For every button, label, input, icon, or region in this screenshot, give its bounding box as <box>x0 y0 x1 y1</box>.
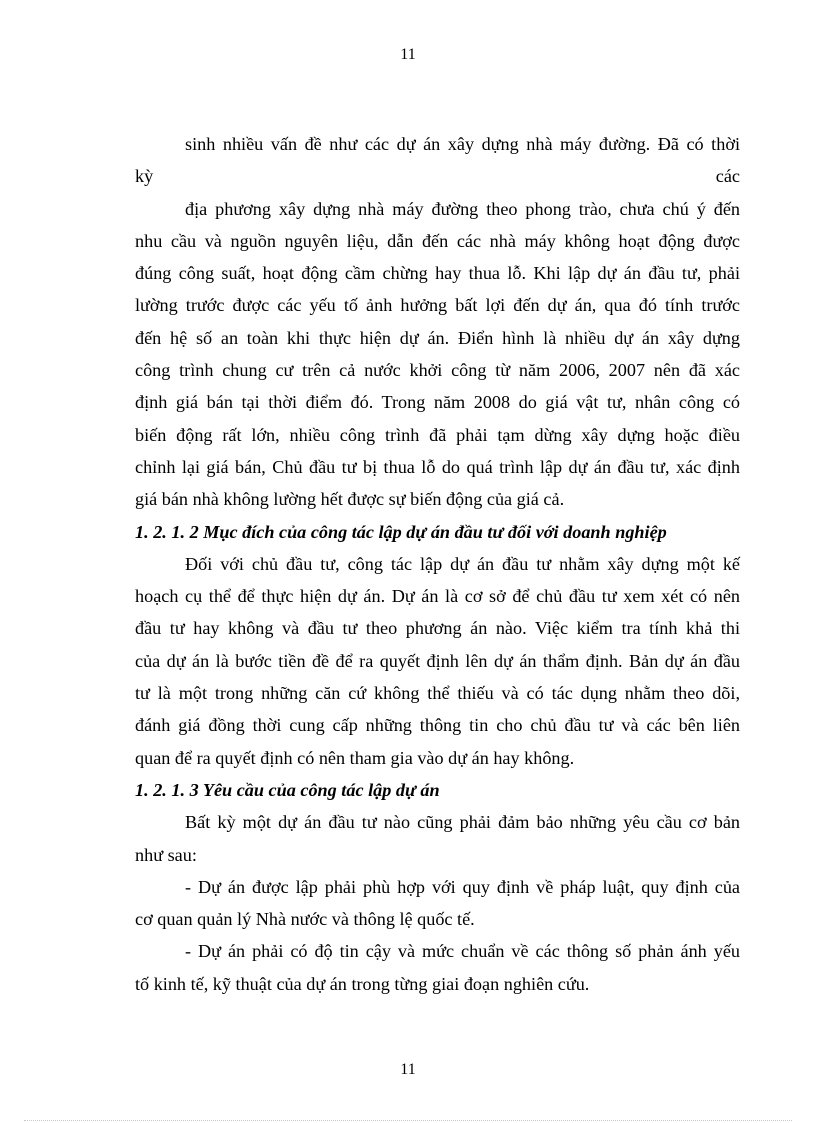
paragraph-line: hoạch cụ thể để thực hiện dự án. Dự án là cơ sở để chủ đầu tư xem xét có nên <box>135 586 740 607</box>
paragraph-line: quan để ra quyết định có nên tham gia vào dự án hay không. <box>135 747 575 768</box>
paragraph-line: chỉnh lại giá bán, Chủ đầu tư bị thua lỗ do quá trình lập dự án đầu tư, xác định <box>135 456 740 477</box>
document-body <box>135 128 740 1000</box>
paragraph-line: đầu tư hay không và đầu tư theo phương án nào. Việc kiểm tra tính khả thi <box>135 618 740 639</box>
paragraph-line: công trình chung cư trên cả nước khởi công từ năm 2006, 2007 nên đã xác <box>135 360 740 381</box>
paragraph-line: biến động rất lớn, nhiều công trình đã phải tạm dừng xây dựng hoặc điều <box>135 424 740 445</box>
line-end-word: các <box>715 166 740 187</box>
paragraph-line: cơ quan quản lý Nhà nước và thông lệ quốc tế. <box>135 909 475 930</box>
paragraph-line: đánh giá đồng thời cung cấp những thông tin cho chủ đầu tư và các bên liên <box>135 715 740 736</box>
paragraph-line: sinh nhiều vấn đề như các dự án xây dựng nhà máy đường. Đã có thời <box>185 134 740 154</box>
paragraph-line: nhu cầu và nguồn nguyên liệu, dẫn đến các nhà máy không hoạt động được <box>135 230 740 251</box>
page-number-bottom: 11 <box>400 1061 416 1078</box>
paragraph-line: giá bán nhà không lường hết được sự biến động của giá cả. <box>135 489 565 510</box>
page-number-top: 11 <box>400 46 416 63</box>
paragraph-line: như sau: <box>135 844 197 865</box>
paragraph-line: tố kinh tế, kỹ thuật của dự án trong từng giai đoạn nghiên cứu. <box>135 973 590 994</box>
paragraph-line: - Dự án được lập phải phù hợp với quy định về pháp luật, quy định của <box>185 876 740 897</box>
paragraph-line: tư là một trong những căn cứ không thể thiếu và có tác dụng nhằm theo dõi, <box>135 683 740 704</box>
paragraph-line: định giá bán tại thời điểm đó. Trong năm 2008 do giá vật tư, nhân công có <box>135 392 740 413</box>
section-heading: 1. 2. 1. 2 Mục đích của công tác lập dự án đầu tư đối với doanh nghiệp <box>135 521 667 542</box>
paragraph-line: của dự án là bước tiền đề để ra quyết định lên dự án thẩm định. Bản dự án đầu <box>135 650 740 671</box>
paragraph-line <box>135 160 740 192</box>
paragraph-line: địa phương xây dựng nhà máy đường theo phong trào, chưa chú ý đến <box>185 198 740 219</box>
section-heading: 1. 2. 1. 3 Yêu cầu của công tác lập dự án <box>135 779 440 800</box>
paragraph-line: đúng công suất, hoạt động cầm chừng hay thua lỗ. Khi lập dự án đầu tư, phải <box>135 263 740 284</box>
line-start-word: kỳ <box>135 166 154 187</box>
paragraph-line: lường trước được các yếu tố ảnh hưởng bất lợi đến dự án, qua đó tính trước <box>135 295 740 316</box>
paragraph-line: Bất kỳ một dự án đầu tư nào cũng phải đảm bảo những yêu cầu cơ bản <box>185 812 740 833</box>
page-bottom-divider <box>24 1120 792 1121</box>
paragraph-line: - Dự án phải có độ tin cậy và mức chuẩn về các thông số phản ánh yếu <box>185 941 740 962</box>
paragraph-line: Đối với chủ đầu tư, công tác lập dự án đầu tư nhằm xây dựng một kế <box>185 553 740 574</box>
paragraph-line: đến hệ số an toàn khi thực hiện dự án. Điển hình là nhiều dự án xây dựng <box>135 327 740 348</box>
